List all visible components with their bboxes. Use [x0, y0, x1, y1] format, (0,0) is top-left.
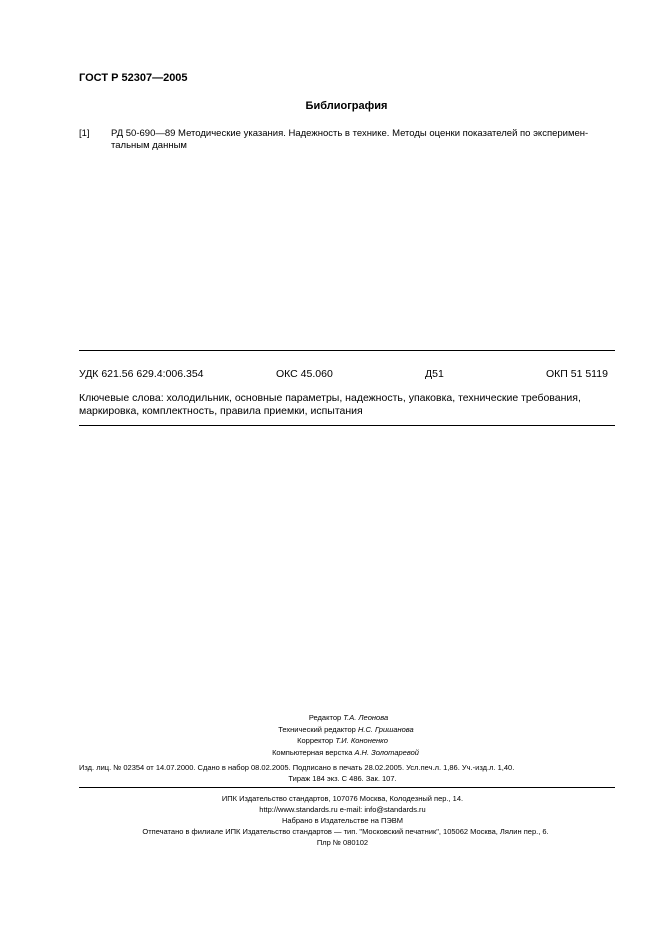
publisher-line: Отпечатано в филиале ИПК Издательство стандартов — тип. "Московский печатник", 105062 Москва, Лялин пер., 6. [142, 827, 549, 836]
publisher-line: Набрано в Издательстве на ПЭВМ [281, 816, 404, 825]
credit-role: Корректор [297, 736, 336, 745]
credit-name: Н.С. Гришанова [357, 724, 414, 734]
keywords-line: маркировка, комплектность, правила приемки, испытания [79, 405, 363, 417]
imprint-line: Изд. лиц. № 02354 от 14.07.2000. Сдано в набор 08.02.2005. Подписано в печать 28.02.2005. Усл.печ.л. 1,86. Уч.-изд.л. 1,40. [79, 763, 515, 772]
credit-row [0, 712, 661, 724]
credits-block [0, 712, 661, 758]
bibliography-item-text [111, 128, 615, 152]
keywords [79, 392, 581, 418]
credit-name: Т.А. Леонова [343, 713, 389, 722]
publisher-block [0, 793, 661, 848]
credit-name: А.Н. Золотаревой [354, 747, 419, 757]
bibliography-item-line: тальным данным [111, 140, 187, 151]
credit-role: Технический редактор [278, 724, 358, 734]
bibliography-item-number: [1] [79, 128, 90, 139]
publisher-line: ИПК Издательство стандартов, 107076 Москва, Колодезный пер., 14. [221, 794, 464, 803]
keywords-line: Ключевые слова: холодильник, основные параметры, надежность, упаковка, технические требования, [79, 392, 581, 404]
credit-role: Компьютерная верстка [272, 747, 355, 757]
group-code: Д51 [425, 368, 444, 380]
credit-row [0, 747, 661, 759]
oks-code: ОКС 45.060 [276, 368, 333, 380]
publisher-line: Плр № 080102 [316, 838, 369, 847]
bibliography-item-line: РД 50-690—89 Методические указания. Надежность в технике. Методы оценки показателей по эксперимен- [111, 128, 589, 139]
divider-line [79, 425, 615, 426]
udk-code: УДК 621.56 629.4:006.354 [79, 368, 204, 380]
credit-row [0, 735, 661, 747]
credit-role: Редактор [308, 713, 344, 722]
credit-row [0, 724, 661, 736]
divider-line [79, 787, 615, 788]
divider-line [79, 350, 615, 351]
imprint-line: Тираж 184 экз. С 486. Зак. 107. [288, 774, 397, 783]
okp-code: ОКП 51 5119 [546, 368, 608, 380]
standard-designation: ГОСТ Р 52307—2005 [79, 72, 188, 84]
credit-name: Т.И. Кононенко [335, 736, 388, 745]
publisher-line: http://www.standards.ru e-mail: info@standards.ru [259, 805, 426, 814]
bibliography-title: Библиография [305, 100, 388, 112]
